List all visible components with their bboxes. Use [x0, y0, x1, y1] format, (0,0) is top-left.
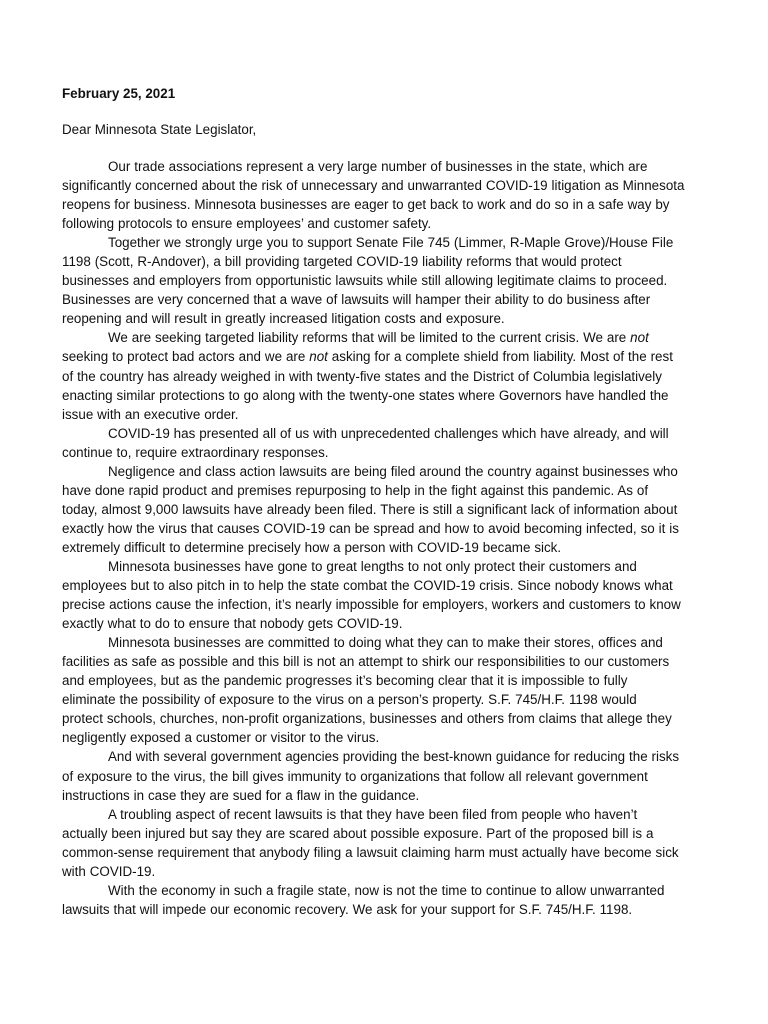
paragraph-line: Minnesota businesses have gone to great lengths to not only protect their customers and	[108, 558, 637, 574]
body-paragraph	[62, 157, 722, 233]
paragraph-line: A troubling aspect of recent lawsuits is that they have been filed from people who haven’t	[108, 806, 638, 822]
paragraph-line: Our trade associations represent a very large number of businesses in the state, which are	[108, 159, 648, 174]
paragraph-line: seeking to protect bad actors and we are not asking for a complete shield from liability. Most of the rest	[62, 349, 673, 365]
paragraph-line: reopens for business. Minnesota businesses are eager to get back to work and do so in a safe way by	[62, 197, 670, 213]
body-paragraph	[62, 881, 722, 919]
paragraph-line: And with several government agencies providing the best-known guidance for reducing the risks	[108, 749, 680, 765]
paragraph-line: have done rapid product and premises repurposing to help in the fight against this pandemic. As of	[62, 482, 649, 498]
paragraph-line: With the economy in such a fragile state, now is not the time to continue to allow unwarranted	[108, 882, 665, 898]
paragraph-line: enacting similar protections to go along with the twenty-one states where Governors have handled the	[62, 387, 669, 403]
paragraph-line: lawsuits that will impede our economic recovery. We ask for your support for S.F. 745/H.F. 1198.	[62, 901, 633, 917]
paragraph-line: extremely difficult to determine precisely how a person with COVID-19 became sick.	[62, 539, 562, 555]
paragraph-line: We are seeking targeted liability reforms that will be limited to the current crisis. We are not	[108, 330, 649, 346]
paragraph-line: instructions in case they are sued for a flaw in the guidance.	[62, 787, 420, 803]
paragraph-line: of the country has already weighed in with twenty-five states and the District of Columbia legislatively	[62, 368, 662, 384]
paragraph-line: Negligence and class action lawsuits are being filed around the country against businesses who	[108, 463, 678, 479]
body-paragraph	[62, 328, 722, 423]
paragraph-line: actually been injured but say they are scared about possible exposure. Part of the proposed bill is a	[62, 825, 654, 841]
paragraph-line: exactly how the virus that causes COVID-19 can be spread and how to avoid becoming infected, so it is	[62, 520, 679, 536]
paragraph-line: employees but to also pitch in to help the state combat the COVID-19 crisis. Since nobody knows what	[62, 578, 673, 594]
body-paragraph	[62, 424, 722, 462]
body-paragraph	[62, 747, 722, 804]
body-paragraph	[62, 805, 722, 881]
paragraph-line: significantly concerned about the risk of unnecessary and unwarranted COVID-19 litigation as Minnesota	[62, 178, 685, 194]
paragraph-line: reopening and will result in greatly increased litigation costs and exposure.	[62, 311, 505, 327]
body-paragraph	[62, 233, 722, 328]
letter-salutation: Dear Minnesota State Legislator,	[62, 122, 257, 137]
paragraph-line: 1198 (Scott, R-Andover), a bill providing targeted COVID-19 liability reforms that would protect	[62, 254, 622, 270]
paragraph-line: Minnesota businesses are committed to doing what they can to make their stores, offices and	[108, 635, 663, 651]
paragraph-line: with COVID-19.	[62, 863, 156, 879]
paragraph-line: negligently exposed a customer or visitor to the virus.	[62, 730, 380, 746]
paragraph-line: today, almost 9,000 lawsuits have already been filed. There is still a significant lack of information about	[62, 501, 678, 517]
letter-body	[62, 157, 722, 919]
paragraph-line: protect schools, churches, non-profit organizations, businesses and others from claims that allege they	[62, 711, 672, 727]
paragraph-line: COVID-19 has presented all of us with unprecedented challenges which have already, and will	[108, 425, 669, 441]
paragraph-line: continue to, require extraordinary responses.	[62, 444, 329, 460]
paragraph-line: businesses and employers from opportunistic lawsuits while still allowing legitimate claims to proceed.	[62, 273, 668, 289]
paragraph-line: of exposure to the virus, the bill gives immunity to organizations that follow all relevant government	[62, 768, 648, 784]
body-paragraph	[62, 557, 722, 633]
paragraph-line: precise actions cause the infection, it’s nearly impossible for employers, workers and customers to know	[62, 597, 681, 613]
paragraph-line: exactly what to do to ensure that nobody gets COVID-19.	[62, 616, 403, 632]
paragraph-line: and employees, but as the pandemic progresses it’s becoming clear that it is impossible to fully	[62, 673, 628, 689]
body-paragraph	[62, 462, 722, 557]
letter-date: February 25, 2021	[62, 86, 176, 101]
paragraph-line: following protocols to ensure employees’ and customer safety.	[62, 216, 432, 232]
paragraph-line: eliminate the possibility of exposure to the virus on a person’s property. S.F. 745/H.F. 1198 would	[62, 692, 637, 708]
paragraph-line: Businesses are very concerned that a wave of lawsuits will hamper their ability to do business after	[62, 292, 651, 308]
paragraph-line: facilities as safe as possible and this bill is not an attempt to shirk our responsibilities to our customers	[62, 654, 670, 670]
body-paragraph	[62, 633, 722, 747]
paragraph-line: issue with an executive order.	[62, 406, 239, 422]
paragraph-line: common-sense requirement that anybody filing a lawsuit claiming harm must actually have become sick	[62, 844, 679, 860]
letter-page	[62, 84, 722, 919]
paragraph-line: Together we strongly urge you to support Senate File 745 (Limmer, R-Maple Grove)/House File	[108, 235, 674, 251]
